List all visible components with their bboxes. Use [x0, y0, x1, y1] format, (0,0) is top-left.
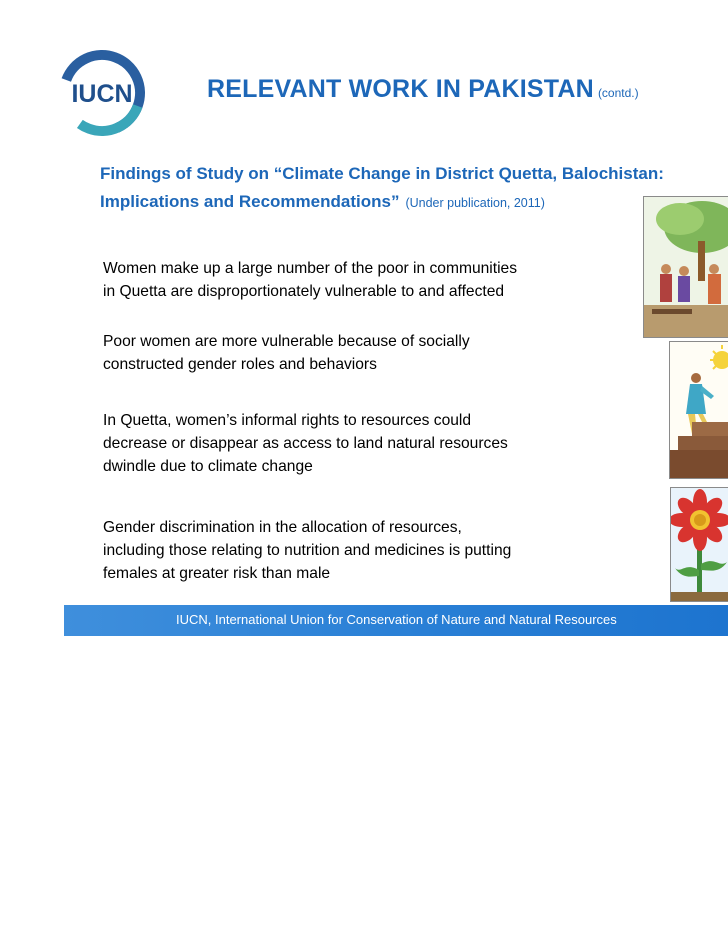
- paragraph-line: In Quetta, women’s informal rights to resources could: [103, 412, 472, 429]
- paragraph-line: Poor women are more vulnerable because of socially: [103, 333, 470, 350]
- paragraph-line: in Quetta are disproportionately vulnerable to and affected: [103, 283, 505, 300]
- title-text: RELEVANT WORK IN PAKISTAN: [207, 75, 594, 103]
- paragraph-line: decrease or disappear as access to land natural resources: [103, 435, 508, 452]
- study-heading: [100, 160, 664, 217]
- footer-text: IUCN, International Union for Conservation of Nature and Natural Resources: [176, 612, 617, 627]
- paragraph-informal-rights: [103, 409, 593, 478]
- iucn-logo: [54, 45, 150, 141]
- iucn-logo-icon: [54, 45, 150, 141]
- paragraph-discrimination: [103, 516, 593, 585]
- study-heading-line-2: [100, 188, 664, 217]
- study-heading-line-2-text: Implications and Recommendations”: [100, 192, 400, 211]
- logo-text: IUCN: [71, 80, 133, 108]
- paragraph-line: constructed gender roles and behaviors: [103, 356, 377, 373]
- title-suffix: (contd.): [597, 86, 639, 100]
- village-people-tree-illustration: [643, 196, 728, 338]
- red-flower-illustration: [670, 487, 728, 602]
- paragraph-women-poor: [103, 257, 593, 303]
- paragraph-line: Gender discrimination in the allocation of resources,: [103, 519, 462, 536]
- paragraph-line: females at greater risk than male: [103, 565, 331, 582]
- woman-climbing-steps-illustration: [669, 341, 728, 479]
- slide-title: [207, 75, 639, 104]
- publication-note: (Under publication, 2011): [405, 196, 545, 210]
- study-heading-line-1: Findings of Study on “Climate Change in District Quetta, Balochistan:: [100, 164, 664, 183]
- paragraph-line: dwindle due to climate change: [103, 458, 313, 475]
- paragraph-line: including those relating to nutrition and medicines is putting: [103, 542, 512, 559]
- footer-bar: [64, 605, 728, 636]
- paragraph-gender-roles: [103, 330, 593, 376]
- paragraph-line: Women make up a large number of the poor in communities: [103, 260, 518, 277]
